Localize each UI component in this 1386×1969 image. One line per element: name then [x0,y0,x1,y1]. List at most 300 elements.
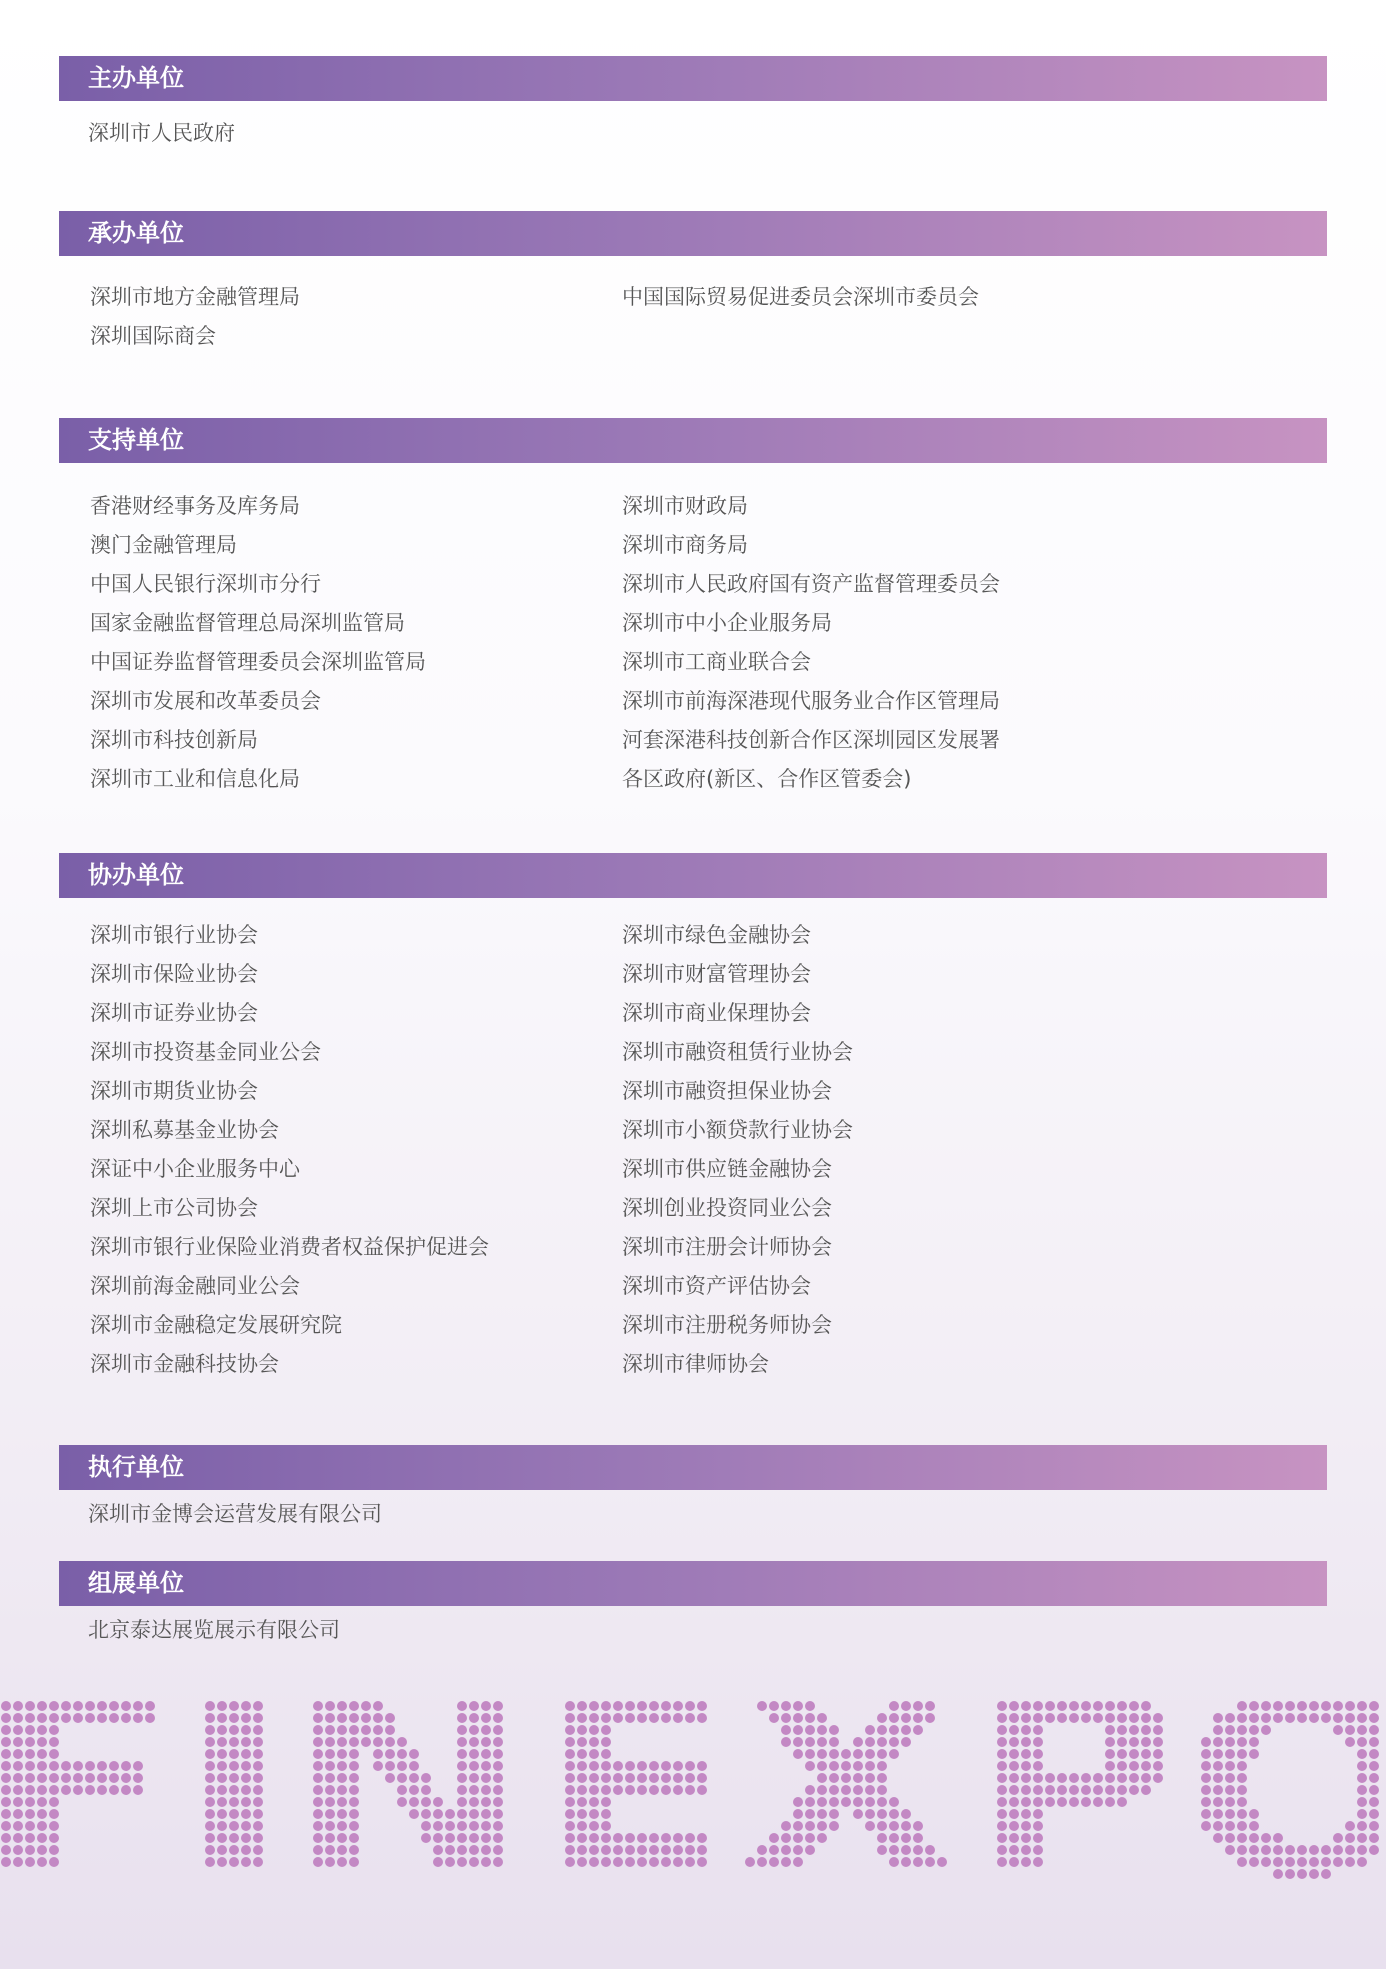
logo-dot [445,1857,455,1867]
logo-dot [877,1749,887,1759]
logo-dot [649,1785,659,1795]
list-item: 深圳市证券业协会 [90,1001,258,1025]
logo-dot [1,1737,11,1747]
logo-dot [697,1845,707,1855]
logo-dot [1201,1773,1211,1783]
logo-dot [313,1761,323,1771]
logo-dot [25,1725,35,1735]
logo-dot [1117,1797,1127,1807]
logo-dot [1333,1701,1343,1711]
logo-dot [241,1797,251,1807]
logo-dot [397,1785,407,1795]
logo-dot [1009,1749,1019,1759]
logo-dot [1249,1737,1259,1747]
logo-dot [241,1845,251,1855]
logo-dot [913,1725,923,1735]
logo-dot [1009,1761,1019,1771]
logo-dot [373,1761,383,1771]
logo-dot [37,1845,47,1855]
logo-dot [1369,1773,1379,1783]
logo-dot [1201,1821,1211,1831]
logo-dot [1213,1737,1223,1747]
logo-dot [469,1713,479,1723]
logo-dot [1333,1833,1343,1843]
logo-dot [769,1713,779,1723]
list-item: 深证中小企业服务中心 [90,1157,300,1181]
list-item: 深圳市财政局 [622,494,748,518]
logo-dot [1285,1845,1295,1855]
logo-dot [1237,1713,1247,1723]
logo-dot [481,1809,491,1819]
logo-dot [25,1761,35,1771]
logo-dot [133,1713,143,1723]
logo-dot [349,1821,359,1831]
logo-dot [133,1785,143,1795]
logo-dot [997,1845,1007,1855]
logo-dot [613,1761,623,1771]
logo-dot [805,1785,815,1795]
list-item: 深圳市人民政府国有资产监督管理委员会 [622,572,1000,596]
logo-dot [1021,1713,1031,1723]
logo-dot [349,1749,359,1759]
logo-dot [325,1785,335,1795]
logo-dot [1093,1773,1103,1783]
logo-dot [1369,1737,1379,1747]
logo-dot [577,1749,587,1759]
logo-dot [1081,1701,1091,1711]
logo-dot [1213,1833,1223,1843]
logo-dot [493,1749,503,1759]
logo-dot [457,1845,467,1855]
logo-dot [241,1725,251,1735]
logo-dot [601,1797,611,1807]
logo-dot [1129,1761,1139,1771]
logo-dot [1225,1821,1235,1831]
logo-dot [1093,1713,1103,1723]
logo-dot [1369,1809,1379,1819]
logo-dot [589,1713,599,1723]
logo-dot [1225,1785,1235,1795]
logo-dot [13,1821,23,1831]
logo-dot [913,1833,923,1843]
logo-dot [1237,1749,1247,1759]
logo-dot [829,1749,839,1759]
list-item: 中国人民银行深圳市分行 [90,572,321,596]
logo-dot [241,1809,251,1819]
logo-dot [1117,1737,1127,1747]
logo-dot [97,1713,107,1723]
logo-dot [697,1713,707,1723]
logo-dot [1105,1761,1115,1771]
logo-dot [385,1749,395,1759]
logo-dot [205,1749,215,1759]
logo-dot [661,1773,671,1783]
logo-dot [229,1821,239,1831]
logo-dot [781,1857,791,1867]
logo-dot [457,1761,467,1771]
logo-dot [1057,1773,1067,1783]
logo-dot [1105,1713,1115,1723]
logo-dot [241,1857,251,1867]
logo-dot [697,1857,707,1867]
logo-dot [1369,1845,1379,1855]
logo-dot [565,1737,575,1747]
logo-dot [1357,1833,1367,1843]
logo-dot [205,1725,215,1735]
logo-dot [1321,1869,1331,1879]
logo-dot [421,1773,431,1783]
section-host-title: 主办单位 [59,56,1327,101]
logo-dot [1129,1773,1139,1783]
logo-dot [1033,1857,1043,1867]
logo-dot [253,1821,263,1831]
logo-dot [493,1737,503,1747]
logo-dot [781,1821,791,1831]
logo-dot [469,1845,479,1855]
logo-dot [565,1785,575,1795]
logo-dot [1141,1713,1151,1723]
logo-dot [637,1833,647,1843]
logo-dot [313,1857,323,1867]
logo-dot [817,1797,827,1807]
logo-dot [1309,1845,1319,1855]
logo-dot [565,1797,575,1807]
logo-dot [1369,1833,1379,1843]
logo-dot [1021,1761,1031,1771]
logo-dot [97,1773,107,1783]
logo-dot [349,1833,359,1843]
logo-dot [997,1761,1007,1771]
logo-dot [1309,1857,1319,1867]
logo-dot [865,1797,875,1807]
list-item: 深圳市商业保理协会 [622,1001,811,1025]
logo-dot [601,1737,611,1747]
list-item: 深圳前海金融同业公会 [90,1274,300,1298]
logo-dot [25,1857,35,1867]
logo-dot [253,1809,263,1819]
logo-dot [1213,1809,1223,1819]
logo-dot [361,1713,371,1723]
logo-dot [13,1737,23,1747]
logo-dot [493,1773,503,1783]
logo-dot [661,1833,671,1843]
logo-dot [13,1833,23,1843]
logo-dot [817,1737,827,1747]
logo-dot [337,1809,347,1819]
logo-dot [481,1797,491,1807]
logo-dot [1057,1797,1067,1807]
logo-dot [361,1701,371,1711]
list-item: 深圳市期货业协会 [90,1079,258,1103]
logo-dot [325,1821,335,1831]
logo-dot [49,1821,59,1831]
logo-dot [1033,1749,1043,1759]
logo-dot [865,1737,875,1747]
logo-dot [1225,1725,1235,1735]
logo-dot [13,1809,23,1819]
logo-dot [889,1857,899,1867]
logo-dot [397,1797,407,1807]
logo-dot [481,1761,491,1771]
logo-dot [1,1761,11,1771]
logo-dot [49,1773,59,1783]
logo-dot [1261,1833,1271,1843]
logo-dot [589,1833,599,1843]
logo-dot [817,1833,827,1843]
logo-dot [241,1821,251,1831]
logo-dot [913,1857,923,1867]
logo-dot [625,1713,635,1723]
logo-dot [613,1833,623,1843]
logo-dot [589,1701,599,1711]
logo-dot [373,1725,383,1735]
logo-dot [1273,1833,1283,1843]
logo-dot [1201,1797,1211,1807]
logo-dot [1213,1713,1223,1723]
logo-dot [1309,1869,1319,1879]
logo-dot [37,1713,47,1723]
logo-dot [313,1725,323,1735]
logo-dot [1273,1701,1283,1711]
logo-dot [757,1845,767,1855]
logo-dot [253,1785,263,1795]
section-executor [59,1445,1327,1534]
logo-dot [793,1737,803,1747]
logo-dot [781,1701,791,1711]
logo-dot [997,1821,1007,1831]
logo-dot [565,1713,575,1723]
logo-dot [601,1809,611,1819]
logo-dot [481,1785,491,1795]
logo-dot [217,1821,227,1831]
logo-dot [49,1749,59,1759]
logo-dot [349,1809,359,1819]
logo-dot [13,1749,23,1759]
logo-dot [13,1725,23,1735]
logo-dot [253,1701,263,1711]
logo-dot [1357,1761,1367,1771]
logo-dot [1201,1761,1211,1771]
logo-dot [1,1785,11,1795]
logo-dot [253,1749,263,1759]
logo-dot [865,1809,875,1819]
logo-dot [1273,1857,1283,1867]
logo-dot [457,1773,467,1783]
logo-dot [637,1701,647,1711]
logo-dot [865,1821,875,1831]
logo-dot [637,1785,647,1795]
logo-dot [913,1845,923,1855]
logo-dot [1141,1737,1151,1747]
logo-dot [421,1797,431,1807]
logo-dot [637,1845,647,1855]
logo-dot [817,1821,827,1831]
logo-dot [37,1785,47,1795]
logo-dot [49,1761,59,1771]
logo-dot [1081,1773,1091,1783]
logo-dot [1285,1857,1295,1867]
logo-dot [829,1809,839,1819]
logo-dot [1009,1857,1019,1867]
logo-dot [997,1737,1007,1747]
logo-dot [661,1713,671,1723]
logo-dot [13,1713,23,1723]
finexpo-logo [0,1700,1386,1940]
logo-dot [1,1857,11,1867]
logo-dot [577,1833,587,1843]
logo-dot [493,1833,503,1843]
logo-dot [1081,1713,1091,1723]
logo-dot [325,1749,335,1759]
logo-dot [25,1701,35,1711]
logo-dot [1285,1701,1295,1711]
logo-dot [577,1761,587,1771]
logo-dot [1033,1833,1043,1843]
logo-dot [649,1833,659,1843]
logo-dot [325,1845,335,1855]
logo-dot [589,1773,599,1783]
logo-dot [589,1761,599,1771]
logo-dot [1321,1713,1331,1723]
logo-dot [49,1833,59,1843]
logo-dot [1273,1713,1283,1723]
logo-dot [589,1785,599,1795]
logo-dot [901,1833,911,1843]
exhibition-item: 北京泰达展览展示有限公司 [88,1618,340,1642]
logo-dot [1297,1845,1307,1855]
logo-dot [121,1785,131,1795]
logo-dot [1,1749,11,1759]
logo-dot [1009,1725,1019,1735]
logo-dot [841,1797,851,1807]
logo-dot [1369,1761,1379,1771]
logo-dot [805,1713,815,1723]
logo-dot [1345,1725,1355,1735]
logo-dot [241,1761,251,1771]
logo-dot [481,1857,491,1867]
logo-dot [469,1785,479,1795]
cohost-left-column [90,916,489,1384]
logo-dot [697,1833,707,1843]
list-item: 深圳市融资租赁行业协会 [622,1040,853,1064]
logo-dot [1213,1725,1223,1735]
logo-dot [673,1785,683,1795]
list-item: 深圳市财富管理协会 [622,962,811,986]
logo-dot [1249,1749,1259,1759]
logo-dot [829,1773,839,1783]
logo-dot [1069,1701,1079,1711]
logo-dot [877,1785,887,1795]
logo-dot [337,1845,347,1855]
logo-dot [469,1773,479,1783]
logo-dot [1009,1713,1019,1723]
logo-dot [1105,1785,1115,1795]
logo-dot [49,1713,59,1723]
logo-dot [349,1701,359,1711]
logo-dot [49,1701,59,1711]
logo-dot [85,1785,95,1795]
logo-dot [49,1785,59,1795]
logo-dot [793,1833,803,1843]
logo-dot [1093,1797,1103,1807]
logo-dot [1129,1713,1139,1723]
logo-dot [481,1773,491,1783]
logo-dot [817,1749,827,1759]
list-item: 深圳市投资基金同业公会 [90,1040,321,1064]
logo-dot [877,1761,887,1771]
logo-dot [469,1701,479,1711]
list-item: 深圳市保险业协会 [90,962,258,986]
logo-dot [697,1761,707,1771]
logo-dot [793,1713,803,1723]
logo-dot [1333,1845,1343,1855]
logo-dot [205,1833,215,1843]
logo-dot [997,1785,1007,1795]
logo-dot [361,1737,371,1747]
logo-dot [229,1773,239,1783]
list-item: 深圳市银行业协会 [90,923,258,947]
logo-dot [613,1701,623,1711]
support-right-column [622,487,1000,799]
logo-dot [325,1725,335,1735]
logo-dot [217,1845,227,1855]
logo-dot [1009,1845,1019,1855]
logo-dot [493,1701,503,1711]
logo-dot [409,1785,419,1795]
logo-dot [481,1701,491,1711]
logo-dot [841,1785,851,1795]
logo-dot [601,1785,611,1795]
logo-dot [229,1713,239,1723]
logo-dot [853,1761,863,1771]
logo-dot [637,1857,647,1867]
list-item: 深圳市金融科技协会 [90,1352,279,1376]
logo-dot [829,1761,839,1771]
list-item: 深圳市商务局 [622,533,748,557]
logo-dot [493,1821,503,1831]
logo-dot [445,1809,455,1819]
logo-dot [205,1701,215,1711]
logo-dot [769,1701,779,1711]
logo-dot [661,1845,671,1855]
list-item: 深圳市发展和改革委员会 [90,689,321,713]
logo-dot [433,1797,443,1807]
logo-dot [1261,1845,1271,1855]
logo-dot [229,1785,239,1795]
logo-dot [601,1833,611,1843]
logo-dot [229,1809,239,1819]
logo-dot [1021,1821,1031,1831]
logo-dot [1,1821,11,1831]
logo-dot [829,1797,839,1807]
logo-dot [1369,1713,1379,1723]
logo-dot [49,1857,59,1867]
logo-dot [61,1761,71,1771]
logo-dot [769,1845,779,1855]
logo-dot [1117,1725,1127,1735]
logo-dot [133,1701,143,1711]
logo-dot [1045,1713,1055,1723]
list-item: 深圳市注册会计师协会 [622,1235,832,1259]
logo-dot [589,1845,599,1855]
section-organizer [59,211,1327,358]
logo-dot [625,1845,635,1855]
logo-dot [13,1845,23,1855]
logo-dot [1237,1761,1247,1771]
logo-dot [397,1749,407,1759]
logo-dot [901,1701,911,1711]
logo-dot [685,1833,695,1843]
